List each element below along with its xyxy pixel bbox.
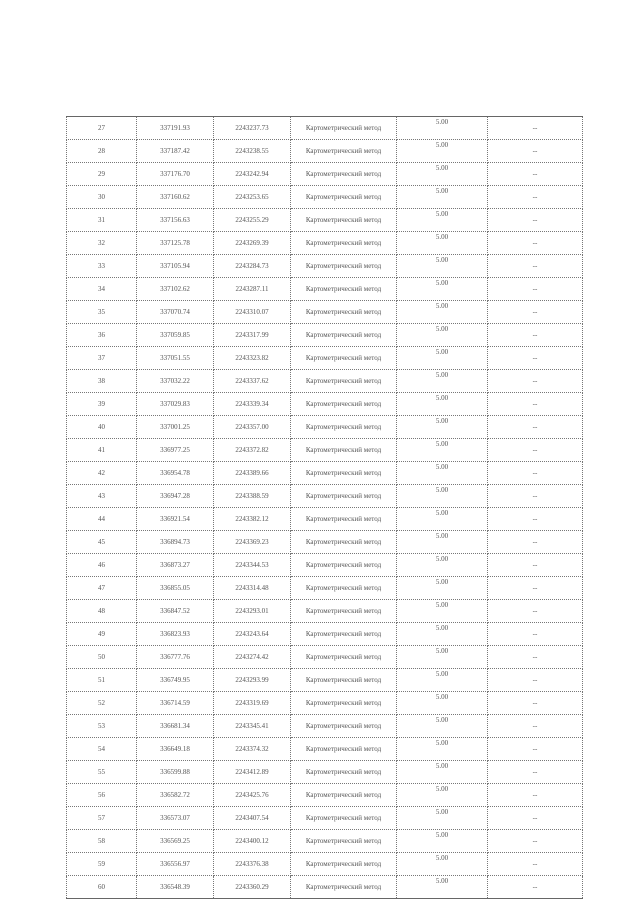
method-cell: Картометрический метод (291, 692, 397, 715)
y-coordinate-cell: 2243314.48 (214, 577, 291, 600)
x-coordinate-cell: 336847.52 (137, 600, 214, 623)
point-number-cell: 37 (67, 347, 137, 370)
table-row (67, 117, 583, 140)
note-cell: -- (488, 508, 583, 531)
point-number-cell: 33 (67, 255, 137, 278)
y-coordinate-cell: 2243243.64 (214, 623, 291, 646)
precision-cell: 5.00 (397, 255, 488, 278)
y-coordinate-cell: 2243284.73 (214, 255, 291, 278)
table-row (67, 232, 583, 255)
x-coordinate-cell: 336599.88 (137, 761, 214, 784)
note-cell: -- (488, 255, 583, 278)
y-coordinate-cell: 2243357.00 (214, 416, 291, 439)
table-row (67, 692, 583, 715)
x-coordinate-cell: 336873.27 (137, 554, 214, 577)
note-cell: -- (488, 784, 583, 807)
point-number-cell: 28 (67, 140, 137, 163)
note-cell: -- (488, 485, 583, 508)
x-coordinate-cell: 336777.76 (137, 646, 214, 669)
precision-cell: 5.00 (397, 117, 488, 140)
x-coordinate-cell: 336977.25 (137, 439, 214, 462)
point-number-cell: 45 (67, 531, 137, 554)
precision-cell: 5.00 (397, 646, 488, 669)
y-coordinate-cell: 2243317.99 (214, 324, 291, 347)
precision-cell: 5.00 (397, 784, 488, 807)
point-number-cell: 47 (67, 577, 137, 600)
note-cell: -- (488, 600, 583, 623)
x-coordinate-cell: 337032.22 (137, 370, 214, 393)
table-row (67, 209, 583, 232)
method-cell: Картометрический метод (291, 370, 397, 393)
x-coordinate-cell: 337176.70 (137, 163, 214, 186)
method-cell: Картометрический метод (291, 324, 397, 347)
point-number-cell: 42 (67, 462, 137, 485)
x-coordinate-cell: 336714.59 (137, 692, 214, 715)
coordinates-table-body (67, 117, 583, 899)
precision-cell: 5.00 (397, 140, 488, 163)
method-cell: Картометрический метод (291, 439, 397, 462)
y-coordinate-cell: 2243388.59 (214, 485, 291, 508)
precision-cell: 5.00 (397, 738, 488, 761)
precision-cell: 5.00 (397, 807, 488, 830)
method-cell: Картометрический метод (291, 462, 397, 485)
table-row (67, 163, 583, 186)
table-row (67, 623, 583, 646)
method-cell: Картометрический метод (291, 140, 397, 163)
y-coordinate-cell: 2243269.39 (214, 232, 291, 255)
y-coordinate-cell: 2243274.42 (214, 646, 291, 669)
method-cell: Картометрический метод (291, 646, 397, 669)
method-cell: Картометрический метод (291, 554, 397, 577)
y-coordinate-cell: 2243310.07 (214, 301, 291, 324)
method-cell: Картометрический метод (291, 853, 397, 876)
y-coordinate-cell: 2243344.53 (214, 554, 291, 577)
y-coordinate-cell: 2243238.55 (214, 140, 291, 163)
note-cell: -- (488, 370, 583, 393)
point-number-cell: 50 (67, 646, 137, 669)
y-coordinate-cell: 2243242.94 (214, 163, 291, 186)
x-coordinate-cell: 337001.25 (137, 416, 214, 439)
y-coordinate-cell: 2243407.54 (214, 807, 291, 830)
y-coordinate-cell: 2243382.12 (214, 508, 291, 531)
precision-cell: 5.00 (397, 830, 488, 853)
precision-cell: 5.00 (397, 439, 488, 462)
point-number-cell: 41 (67, 439, 137, 462)
x-coordinate-cell: 337070.74 (137, 301, 214, 324)
precision-cell: 5.00 (397, 370, 488, 393)
precision-cell: 5.00 (397, 416, 488, 439)
note-cell: -- (488, 738, 583, 761)
note-cell: -- (488, 347, 583, 370)
precision-cell: 5.00 (397, 462, 488, 485)
point-number-cell: 57 (67, 807, 137, 830)
point-number-cell: 36 (67, 324, 137, 347)
method-cell: Картометрический метод (291, 738, 397, 761)
note-cell: -- (488, 830, 583, 853)
precision-cell: 5.00 (397, 554, 488, 577)
method-cell: Картометрический метод (291, 784, 397, 807)
table-row (67, 393, 583, 416)
note-cell: -- (488, 669, 583, 692)
point-number-cell: 53 (67, 715, 137, 738)
y-coordinate-cell: 2243412.89 (214, 761, 291, 784)
precision-cell: 5.00 (397, 485, 488, 508)
note-cell: -- (488, 117, 583, 140)
point-number-cell: 55 (67, 761, 137, 784)
precision-cell: 5.00 (397, 278, 488, 301)
note-cell: -- (488, 462, 583, 485)
precision-cell: 5.00 (397, 623, 488, 646)
precision-cell: 5.00 (397, 232, 488, 255)
precision-cell: 5.00 (397, 761, 488, 784)
x-coordinate-cell: 337191.93 (137, 117, 214, 140)
table-row (67, 416, 583, 439)
table-row (67, 715, 583, 738)
method-cell: Картометрический метод (291, 278, 397, 301)
method-cell: Картометрический метод (291, 715, 397, 738)
x-coordinate-cell: 336954.78 (137, 462, 214, 485)
table-row (67, 876, 583, 899)
method-cell: Картометрический метод (291, 209, 397, 232)
y-coordinate-cell: 2243293.99 (214, 669, 291, 692)
y-coordinate-cell: 2243253.65 (214, 186, 291, 209)
method-cell: Картометрический метод (291, 301, 397, 324)
table-row (67, 738, 583, 761)
table-row (67, 807, 583, 830)
y-coordinate-cell: 2243345.41 (214, 715, 291, 738)
point-number-cell: 27 (67, 117, 137, 140)
x-coordinate-cell: 336582.72 (137, 784, 214, 807)
y-coordinate-cell: 2243287.11 (214, 278, 291, 301)
x-coordinate-cell: 336548.39 (137, 876, 214, 899)
y-coordinate-cell: 2243319.69 (214, 692, 291, 715)
x-coordinate-cell: 336855.05 (137, 577, 214, 600)
y-coordinate-cell: 2243400.12 (214, 830, 291, 853)
point-number-cell: 60 (67, 876, 137, 899)
note-cell: -- (488, 324, 583, 347)
x-coordinate-cell: 337187.42 (137, 140, 214, 163)
point-number-cell: 44 (67, 508, 137, 531)
y-coordinate-cell: 2243255.29 (214, 209, 291, 232)
point-number-cell: 58 (67, 830, 137, 853)
note-cell: -- (488, 577, 583, 600)
table-row (67, 140, 583, 163)
point-number-cell: 52 (67, 692, 137, 715)
table-row (67, 600, 583, 623)
y-coordinate-cell: 2243360.29 (214, 876, 291, 899)
table-row (67, 830, 583, 853)
note-cell: -- (488, 715, 583, 738)
y-coordinate-cell: 2243425.76 (214, 784, 291, 807)
precision-cell: 5.00 (397, 853, 488, 876)
point-number-cell: 38 (67, 370, 137, 393)
x-coordinate-cell: 336823.93 (137, 623, 214, 646)
point-number-cell: 51 (67, 669, 137, 692)
table-row (67, 301, 583, 324)
point-number-cell: 49 (67, 623, 137, 646)
x-coordinate-cell: 337029.83 (137, 393, 214, 416)
point-number-cell: 56 (67, 784, 137, 807)
x-coordinate-cell: 336649.18 (137, 738, 214, 761)
x-coordinate-cell: 336947.28 (137, 485, 214, 508)
method-cell: Картометрический метод (291, 485, 397, 508)
y-coordinate-cell: 2243323.82 (214, 347, 291, 370)
table-row (67, 669, 583, 692)
x-coordinate-cell: 336749.95 (137, 669, 214, 692)
method-cell: Картометрический метод (291, 600, 397, 623)
note-cell: -- (488, 761, 583, 784)
note-cell: -- (488, 531, 583, 554)
note-cell: -- (488, 439, 583, 462)
table-row (67, 278, 583, 301)
note-cell: -- (488, 301, 583, 324)
method-cell: Картометрический метод (291, 393, 397, 416)
x-coordinate-cell: 336681.34 (137, 715, 214, 738)
note-cell: -- (488, 554, 583, 577)
note-cell: -- (488, 163, 583, 186)
y-coordinate-cell: 2243374.32 (214, 738, 291, 761)
y-coordinate-cell: 2243337.62 (214, 370, 291, 393)
method-cell: Картометрический метод (291, 347, 397, 370)
point-number-cell: 29 (67, 163, 137, 186)
method-cell: Картометрический метод (291, 830, 397, 853)
y-coordinate-cell: 2243369.23 (214, 531, 291, 554)
note-cell: -- (488, 232, 583, 255)
y-coordinate-cell: 2243376.38 (214, 853, 291, 876)
method-cell: Картометрический метод (291, 416, 397, 439)
note-cell: -- (488, 140, 583, 163)
point-number-cell: 54 (67, 738, 137, 761)
method-cell: Картометрический метод (291, 623, 397, 646)
method-cell: Картометрический метод (291, 255, 397, 278)
table-row (67, 784, 583, 807)
precision-cell: 5.00 (397, 508, 488, 531)
point-number-cell: 32 (67, 232, 137, 255)
method-cell: Картометрический метод (291, 117, 397, 140)
table-row (67, 186, 583, 209)
y-coordinate-cell: 2243237.73 (214, 117, 291, 140)
precision-cell: 5.00 (397, 186, 488, 209)
method-cell: Картометрический метод (291, 186, 397, 209)
precision-cell: 5.00 (397, 715, 488, 738)
point-number-cell: 40 (67, 416, 137, 439)
table-row (67, 554, 583, 577)
method-cell: Картометрический метод (291, 669, 397, 692)
x-coordinate-cell: 336921.54 (137, 508, 214, 531)
table-row (67, 646, 583, 669)
x-coordinate-cell: 337160.62 (137, 186, 214, 209)
note-cell: -- (488, 278, 583, 301)
x-coordinate-cell: 337105.94 (137, 255, 214, 278)
point-number-cell: 59 (67, 853, 137, 876)
table-row (67, 577, 583, 600)
point-number-cell: 48 (67, 600, 137, 623)
note-cell: -- (488, 416, 583, 439)
method-cell: Картометрический метод (291, 577, 397, 600)
precision-cell: 5.00 (397, 209, 488, 232)
table-row (67, 761, 583, 784)
point-number-cell: 39 (67, 393, 137, 416)
table-row (67, 255, 583, 278)
method-cell: Картометрический метод (291, 232, 397, 255)
method-cell: Картометрический метод (291, 163, 397, 186)
y-coordinate-cell: 2243293.01 (214, 600, 291, 623)
table-row (67, 324, 583, 347)
x-coordinate-cell: 336556.97 (137, 853, 214, 876)
precision-cell: 5.00 (397, 531, 488, 554)
precision-cell: 5.00 (397, 301, 488, 324)
x-coordinate-cell: 337051.55 (137, 347, 214, 370)
precision-cell: 5.00 (397, 347, 488, 370)
precision-cell: 5.00 (397, 692, 488, 715)
point-number-cell: 34 (67, 278, 137, 301)
method-cell: Картометрический метод (291, 807, 397, 830)
table-row (67, 508, 583, 531)
note-cell: -- (488, 186, 583, 209)
note-cell: -- (488, 853, 583, 876)
y-coordinate-cell: 2243339.34 (214, 393, 291, 416)
method-cell: Картометрический метод (291, 531, 397, 554)
note-cell: -- (488, 623, 583, 646)
table-row (67, 370, 583, 393)
x-coordinate-cell: 337125.78 (137, 232, 214, 255)
point-number-cell: 46 (67, 554, 137, 577)
table-row (67, 485, 583, 508)
note-cell: -- (488, 209, 583, 232)
y-coordinate-cell: 2243389.66 (214, 462, 291, 485)
note-cell: -- (488, 646, 583, 669)
note-cell: -- (488, 692, 583, 715)
precision-cell: 5.00 (397, 324, 488, 347)
table-row (67, 439, 583, 462)
table-row (67, 462, 583, 485)
precision-cell: 5.00 (397, 393, 488, 416)
x-coordinate-cell: 336573.07 (137, 807, 214, 830)
note-cell: -- (488, 876, 583, 899)
precision-cell: 5.00 (397, 163, 488, 186)
point-number-cell: 43 (67, 485, 137, 508)
precision-cell: 5.00 (397, 600, 488, 623)
x-coordinate-cell: 337156.63 (137, 209, 214, 232)
method-cell: Картометрический метод (291, 761, 397, 784)
y-coordinate-cell: 2243372.82 (214, 439, 291, 462)
point-number-cell: 35 (67, 301, 137, 324)
point-number-cell: 30 (67, 186, 137, 209)
table-row (67, 347, 583, 370)
point-number-cell: 31 (67, 209, 137, 232)
table-row (67, 531, 583, 554)
x-coordinate-cell: 337102.62 (137, 278, 214, 301)
precision-cell: 5.00 (397, 876, 488, 899)
note-cell: -- (488, 393, 583, 416)
note-cell: -- (488, 807, 583, 830)
coordinates-table (66, 116, 583, 899)
x-coordinate-cell: 337059.85 (137, 324, 214, 347)
method-cell: Картометрический метод (291, 508, 397, 531)
method-cell: Картометрический метод (291, 876, 397, 899)
precision-cell: 5.00 (397, 577, 488, 600)
x-coordinate-cell: 336569.25 (137, 830, 214, 853)
precision-cell: 5.00 (397, 669, 488, 692)
table-row (67, 853, 583, 876)
x-coordinate-cell: 336894.73 (137, 531, 214, 554)
